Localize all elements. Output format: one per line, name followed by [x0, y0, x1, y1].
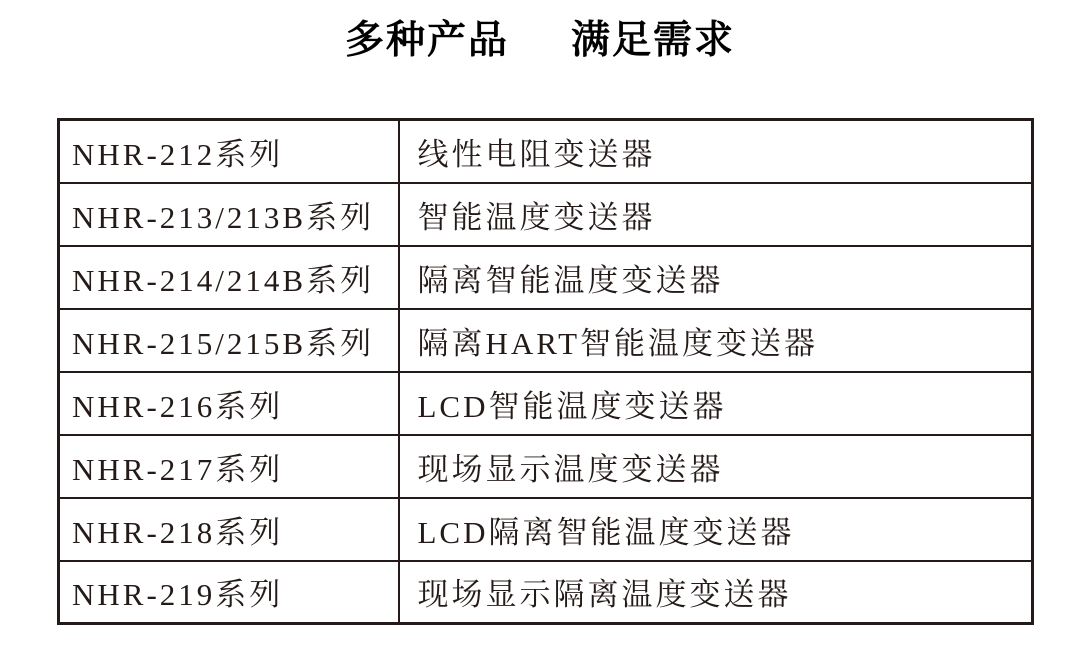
- series-cell: NHR-213/213B系列: [59, 183, 399, 246]
- product-table-body: [59, 120, 1033, 624]
- series-cell: NHR-214/214B系列: [59, 246, 399, 309]
- table-row: [59, 561, 1033, 624]
- series-cell: NHR-215/215B系列: [59, 309, 399, 372]
- product-table: [57, 118, 1034, 625]
- product-cell: 智能温度变送器: [399, 183, 1033, 246]
- series-cell: NHR-218系列: [59, 498, 399, 561]
- product-cell: 隔离HART智能温度变送器: [399, 309, 1033, 372]
- product-cell: 现场显示隔离温度变送器: [399, 561, 1033, 624]
- page-title-part1: 多种产品: [344, 19, 509, 62]
- table-row: [59, 309, 1033, 372]
- product-cell: 线性电阻变送器: [399, 120, 1033, 183]
- table-row: [59, 120, 1033, 183]
- series-cell: NHR-217系列: [59, 435, 399, 498]
- table-row: [59, 246, 1033, 309]
- table-row: [59, 372, 1033, 435]
- page-title-part2: 满足需求: [571, 19, 736, 62]
- series-cell: NHR-216系列: [59, 372, 399, 435]
- table-row: [59, 498, 1033, 561]
- series-cell: NHR-212系列: [59, 120, 399, 183]
- product-cell: LCD智能温度变送器: [399, 372, 1033, 435]
- page-title: [0, 18, 1080, 64]
- series-cell: NHR-219系列: [59, 561, 399, 624]
- product-cell: 隔离智能温度变送器: [399, 246, 1033, 309]
- product-cell: LCD隔离智能温度变送器: [399, 498, 1033, 561]
- table-row: [59, 183, 1033, 246]
- product-cell: 现场显示温度变送器: [399, 435, 1033, 498]
- table-row: [59, 435, 1033, 498]
